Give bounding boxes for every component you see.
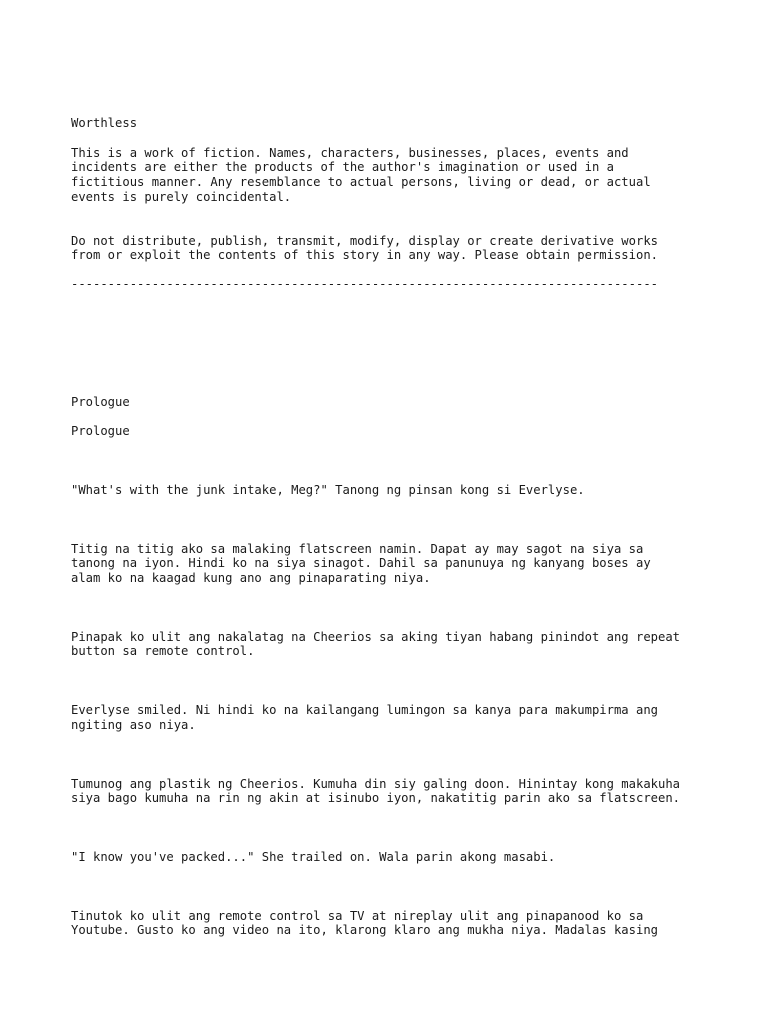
- paragraph-3-line-1: Pinapak ko ulit ang nakalatag na Cheerios sa aking tiyan habang pinindot ang repeat: [71, 630, 681, 644]
- permission-line-2: from or exploit the contents of this story in any way. Please obtain permission.: [71, 248, 658, 262]
- chapter-label: Prologue: [71, 395, 130, 409]
- disclaimer-line-2: incidents are either the products of the author's imagination or used in a: [71, 160, 614, 174]
- document-title: Worthless: [71, 116, 138, 130]
- disclaimer-line-3: fictitious manner. Any resemblance to actual persons, living or dead, or actual: [71, 175, 651, 189]
- paragraph-2-line-2: tanong na iyon. Hindi ko na siya sinagot. Dahil sa panunuya ng kanyang boses ay: [71, 556, 651, 570]
- paragraph-7-line-1: Tinutok ko ulit ang remote control sa TV at nireplay ulit ang pinapanood ko sa: [71, 909, 644, 923]
- paragraph-6-line-1: "I know you've packed..." She trailed on. Wala parin akong masabi.: [71, 850, 556, 864]
- separator-line: --------------------------------------------------------------------------------: [71, 277, 658, 291]
- chapter-heading: Prologue: [71, 424, 130, 438]
- disclaimer-line-4: events is purely coincidental.: [71, 190, 292, 204]
- paragraph-2-line-1: Titig na titig ako sa malaking flatscreen namin. Dapat ay may sagot na siya sa: [71, 542, 644, 556]
- paragraph-7-line-2: Youtube. Gusto ko ang video na ito, klarong klaro ang mukha niya. Madalas kasing: [71, 923, 658, 937]
- paragraph-5-line-2: siya bago kumuha na rin ng akin at isinubo iyon, nakatitig parin ako sa flatscreen.: [71, 791, 681, 805]
- paragraph-3-line-2: button sa remote control.: [71, 644, 255, 658]
- paragraph-5-line-1: Tumunog ang plastik ng Cheerios. Kumuha din siy galing doon. Hinintay kong makakuha: [71, 777, 681, 791]
- paragraph-4-line-2: ngiting aso niya.: [71, 718, 196, 732]
- disclaimer-line-1: This is a work of fiction. Names, characters, businesses, places, events and: [71, 146, 629, 160]
- paragraph-4-line-1: Everlyse smiled. Ni hindi ko na kailangang lumingon sa kanya para makumpirma ang: [71, 703, 658, 717]
- paragraph-2-line-3: alam ko na kaagad kung ano ang pinaparating niya.: [71, 571, 431, 585]
- paragraph-1-line-1: "What's with the junk intake, Meg?" Tanong ng pinsan kong si Everlyse.: [71, 483, 585, 497]
- permission-line-1: Do not distribute, publish, transmit, modify, display or create derivative works: [71, 234, 658, 248]
